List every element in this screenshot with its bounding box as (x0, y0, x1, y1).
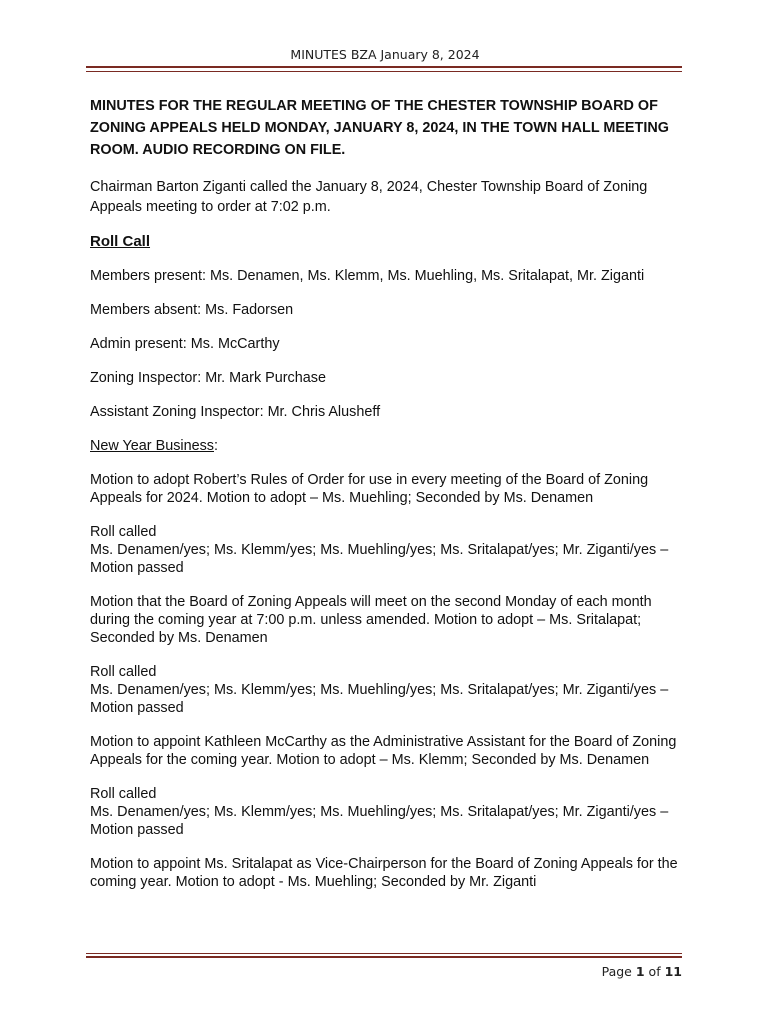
page-label: Page (601, 964, 632, 979)
document-title: MINUTES FOR THE REGULAR MEETING OF THE CHESTER TOWNSHIP BOARD OF ZONING APPEALS HELD MONDAY, JANUARY 8, 2024, IN THE TOWN HALL MEETING ROOM. AUDIO RECORDING ON FILE. (90, 98, 669, 158)
intro-paragraph: Chairman Barton Ziganti called the January 8, 2024, Chester Township Board of Zoning Appeals meeting to order at 7:02 p.m. (90, 179, 648, 215)
motion-3-text: Motion to appoint Kathleen McCarthy as the Administrative Assistant for the Board of Zoning Appeals for the coming year. Motion to adopt – Ms. Klemm; Seconded by Ms. Denamen (90, 734, 677, 768)
members-absent: Members absent: Ms. Fadorsen (90, 302, 294, 318)
admin-present: Admin present: Ms. McCarthy (90, 336, 280, 352)
page-header: MINUTES BZA January 8, 2024 (290, 47, 480, 62)
new-year-business-colon: : (214, 438, 218, 454)
page-footer (86, 964, 682, 979)
new-year-business-heading (90, 437, 682, 455)
document-body (90, 95, 682, 907)
motion-3-votes: Ms. Denamen/yes; Ms. Klemm/yes; Ms. Muehling/yes; Ms. Sritalapat/yes; Mr. Ziganti/yes – Motion passed (90, 804, 669, 838)
motion-2-roll-label: Roll called (90, 664, 157, 680)
motion-2-votes: Ms. Denamen/yes; Ms. Klemm/yes; Ms. Muehling/yes; Ms. Sritalapat/yes; Mr. Ziganti/yes – Motion passed (90, 682, 669, 716)
header-rule (86, 66, 682, 72)
motion-2-text: Motion that the Board of Zoning Appeals will meet on the second Monday of each month during the coming year at 7:00 p.m. unless amended. Motion to adopt – Ms. Sritalapat; Seconded by Ms. Denamen (90, 594, 652, 646)
footer-rule (86, 953, 682, 958)
roll-call-heading: Roll Call (90, 233, 151, 250)
motion-1-text: Motion to adopt Robert’s Rules of Order for use in every meeting of the Board of Zoning Appeals for 2024. Motion to adopt – Ms. Muehling; Seconded by Ms. Denamen (90, 472, 649, 506)
members-present: Members present: Ms. Denamen, Ms. Klemm, Ms. Muehling, Ms. Sritalapat, Mr. Ziganti (90, 268, 645, 284)
motion-4-text: Motion to appoint Ms. Sritalapat as Vice-Chairperson for the Board of Zoning Appeals for the coming year. Motion to adopt - Ms. Muehling; Seconded by Mr. Ziganti (90, 856, 678, 890)
page-of-label: of (648, 964, 661, 979)
motion-1-roll-label: Roll called (90, 524, 157, 540)
zoning-inspector: Zoning Inspector: Mr. Mark Purchase (90, 370, 326, 386)
page-number: 1 (635, 964, 645, 979)
assistant-zoning-inspector: Assistant Zoning Inspector: Mr. Chris Alusheff (90, 404, 381, 420)
page-total: 11 (664, 964, 682, 979)
new-year-business-label: New Year Business (90, 438, 214, 454)
motion-3-roll-label: Roll called (90, 786, 157, 802)
motion-1-votes: Ms. Denamen/yes; Ms. Klemm/yes; Ms. Muehling/yes; Ms. Sritalapat/yes; Mr. Ziganti/yes – Motion passed (90, 542, 669, 576)
